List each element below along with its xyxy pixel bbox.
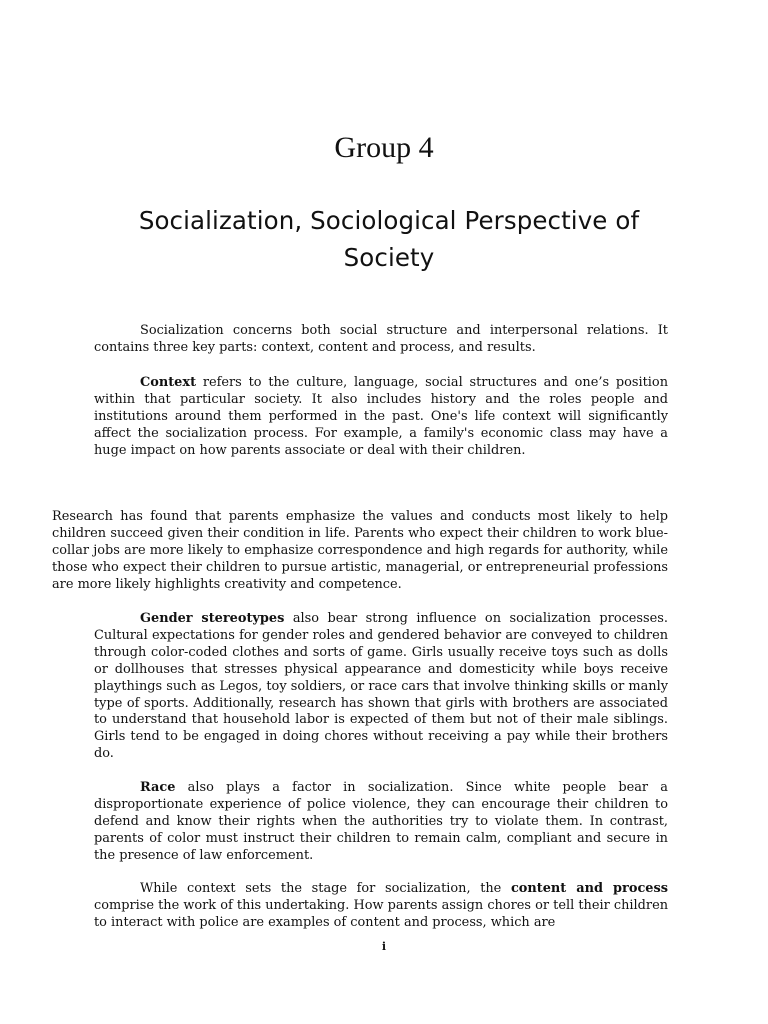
term-content-and-process: content and process — [510, 881, 669, 896]
paragraph-context-text: refers to the culture, language, social structures and one’s position within that particular society. It also includes history and the roles people and institutions around them performed in the past. One's life context will significantly affect the socialization process. For example, a family's economic class may have a huge impact on how parents associate or deal with their children. — [94, 375, 668, 458]
paragraph-content-process — [94, 881, 668, 932]
paragraph-research — [52, 509, 668, 594]
paragraph-content-process-start: While context sets the stage for socialization, the — [140, 881, 511, 896]
paragraph-context — [94, 375, 668, 460]
term-race: Race — [140, 780, 176, 795]
paragraph-research-text: Research has found that parents emphasize the values and conducts most likely to help children succeed given their condition in life. Parents who expect their children to work blue-collar jobs are more likely to emphasize correspondence and high regards for authority, while those who expect their children to pursue artistic, managerial, or entrepreneurial professions are more likely highlights creativity and competence. — [52, 509, 668, 592]
paragraph-intro — [94, 323, 668, 357]
page-number: i — [381, 940, 387, 953]
term-context: Context — [140, 375, 197, 390]
paragraph-race — [94, 780, 668, 865]
paragraph-gender-text: also bear strong influence on socialization processes. Cultural expectations for gender roles and gendered behavior are conveyed to children through color-coded clothes and sorts of game. Girls usually receive toys such as dolls or dollhouses that stresses physical appearance and domesticity while boys receive playthings such as Legos, toy soldiers, or race cars that involve thinking skills or manly type of sports. Additionally, research has shown that girls with brothers are associated to understand that household labor is expected of them but not of their male siblings. Girls tend to be engaged in doing chores without receiving a pay while their brothers do. — [94, 611, 668, 762]
paragraph-race-text: also plays a factor in socialization. Since white people bear a disproportionate experience of police violence, they can encourage their children to defend and know their rights when the authorities try to violate them. In contrast, parents of color must instruct their children to remain calm, compliant and secure in the presence of law enforcement. — [94, 780, 668, 863]
paragraph-content-process-text: comprise the work of this undertaking. How parents assign chores or tell their children to interact with police are examples of content and process, which are — [94, 897, 668, 930]
term-gender-stereotypes: Gender stereotypes — [140, 611, 285, 626]
paragraph-gender — [94, 611, 668, 763]
page-subtitle: Socialization, Sociological Perspective of Society — [138, 206, 640, 272]
paragraph-intro-text: Socialization concerns both social structure and interpersonal relations. It contains three key parts: context, content and process, and results. — [94, 323, 668, 355]
page-title: Group 4 — [334, 131, 434, 164]
